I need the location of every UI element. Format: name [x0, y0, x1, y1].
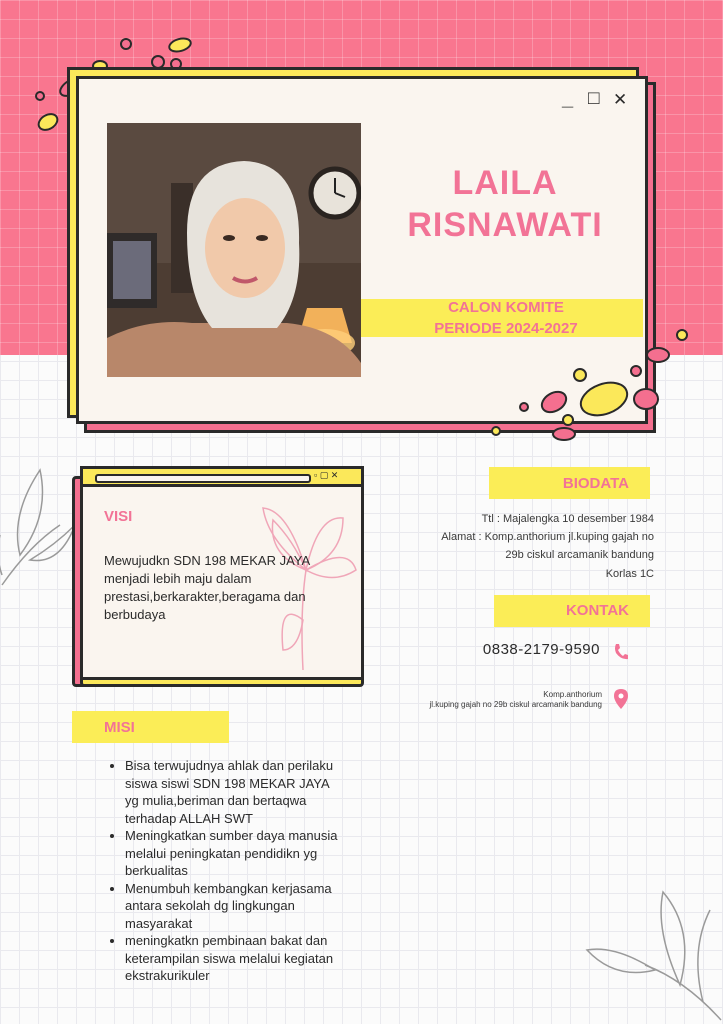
minimize-icon: _: [562, 88, 574, 110]
visi-heading: VISI: [104, 508, 133, 525]
biodata-ttl: Ttl : Majalengka 10 desember 1984: [481, 513, 654, 525]
biodata-alamat-2: 29b ciskul arcamanik bandung: [505, 549, 654, 561]
visi-window-controls: ▫ ▢ ✕: [314, 470, 339, 480]
kontak-address-1: Komp.anthorium: [543, 690, 602, 699]
location-pin-icon: [614, 689, 628, 709]
profile-first-name: LAILA: [452, 164, 558, 202]
misi-heading: MISI: [104, 719, 135, 736]
biodata-korlas: Korlas 1C: [605, 568, 654, 580]
profile-last-name: RISNAWATI: [407, 206, 603, 244]
kontak-address-2: jl.kuping gajah no 29b ciskul arcamanik bandung: [429, 700, 602, 709]
visi-text: Mewujudkn SDN 198 MEKAR JAYA menjadi lebih maju dalam prestasi,berkarakter,beragama dan berbudaya: [104, 553, 310, 622]
role-line-2: PERIODE 2024-2027: [434, 320, 578, 337]
maximize-icon: □: [588, 88, 600, 109]
close-icon: ✕: [613, 90, 628, 109]
decorative-blobs-right: [488, 325, 698, 445]
profile-photo: [107, 123, 361, 377]
kontak-phone: 0838-2179-9590: [482, 641, 600, 658]
misi-item: • meningkatkn pembinaan bakat dan keterampilan siswa melalui kegiatan ekstrakurikuler: [125, 932, 339, 985]
biodata-heading: BIODATA: [562, 475, 629, 492]
misi-band: [72, 711, 229, 743]
misi-list: [107, 757, 339, 985]
kontak-heading: KONTAK: [565, 602, 629, 619]
role-line-1: CALON KOMITE: [448, 299, 564, 316]
leaf-decoration-bottom-right: [585, 890, 723, 1024]
misi-item: • Bisa terwujudnya ahlak dan perilaku siswa siswi SDN 198 MEKAR JAYA yg mulia,beriman dan bertaqwa terhadap ALLAH SWT: [125, 757, 339, 827]
visi-titlebar-bar: [95, 474, 311, 483]
misi-item: • Menumbuh kembangkan kerjasama antara sekolah dg lingkungan masyarakat: [125, 880, 339, 933]
biodata-alamat-1: Alamat : Komp.anthorium jl.kuping gajah no: [441, 531, 654, 543]
leaf-decoration-left: [0, 465, 75, 590]
misi-item: • Meningkatkan sumber daya manusia melalui peningkatan pendidikn yg berkualitas: [125, 827, 339, 880]
phone-icon: [613, 643, 629, 661]
